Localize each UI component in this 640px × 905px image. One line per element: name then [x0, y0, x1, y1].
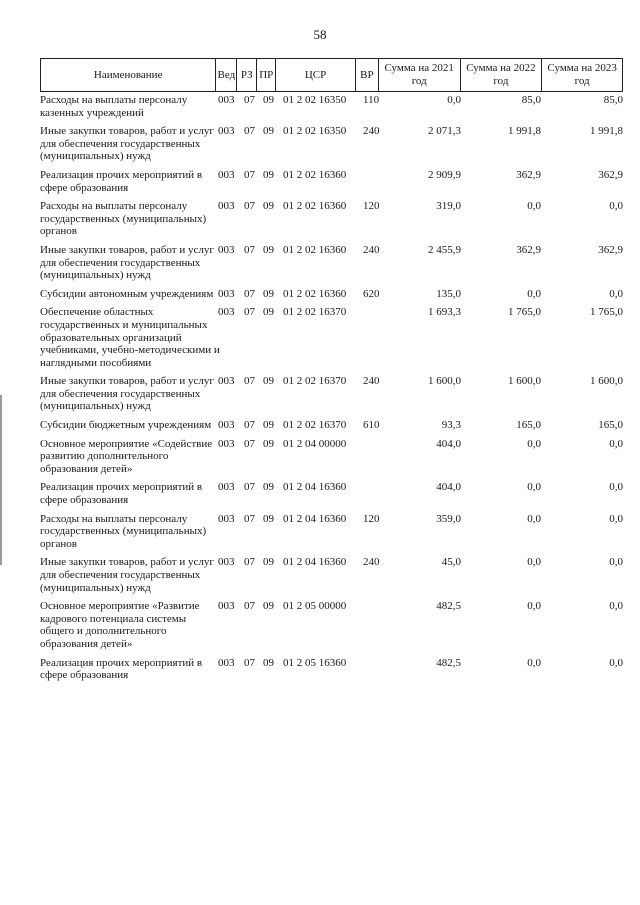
row-name: Реализация прочих мероприятий в сфере образования: [40, 656, 203, 682]
row-name: Основное мероприятие «Содействие развитию дополнительного образования детей»: [40, 437, 213, 475]
header-ved: Вед: [216, 59, 237, 91]
row-ved: 003: [218, 168, 235, 181]
row-csr: 01 2 02 16360: [283, 243, 347, 256]
row-rz: 07: [244, 437, 255, 450]
header-name: Наименование: [41, 59, 216, 91]
row-ved: 003: [218, 306, 235, 319]
table-row: [40, 600, 623, 650]
row-sum-2022: 1 765,0: [508, 306, 541, 319]
row-pr: 09: [263, 287, 274, 300]
row-name: Иные закупки товаров, работ и услуг для обеспечения государственных (муниципальных) нужд: [40, 375, 214, 413]
row-csr: 01 2 04 16360: [283, 556, 347, 569]
table-row: [40, 94, 623, 119]
row-ved: 003: [218, 512, 235, 525]
row-ved: 003: [218, 656, 235, 669]
row-sum-2021: 404,0: [436, 481, 461, 494]
row-pr: 09: [263, 481, 274, 494]
row-sum-2021: 2 455,9: [428, 243, 461, 256]
table-body: [40, 94, 623, 688]
row-pr: 09: [263, 125, 274, 138]
row-pr: 09: [263, 600, 274, 613]
table-row: [40, 169, 623, 194]
row-sum-2022: 362,9: [516, 243, 541, 256]
table-row: [40, 200, 623, 238]
row-ved: 003: [218, 125, 235, 138]
row-sum-2022: 85,0: [521, 94, 541, 106]
row-name: Расходы на выплаты персоналу казенных учреждений: [40, 94, 188, 119]
row-sum-2022: 1 991,8: [508, 125, 541, 138]
row-name: Реализация прочих мероприятий в сфере образования: [40, 481, 203, 507]
row-sum-2023: 0,0: [609, 600, 623, 613]
row-rz: 07: [244, 168, 255, 181]
row-vr: 240: [363, 243, 380, 256]
row-sum-2022: 0,0: [527, 437, 541, 450]
page-number: 58: [313, 27, 327, 42]
row-sum-2022: 0,0: [527, 556, 541, 569]
row-sum-2022: 0,0: [527, 656, 541, 669]
row-vr: 240: [363, 556, 380, 569]
row-sum-2022: 0,0: [527, 600, 541, 613]
row-vr: 610: [363, 419, 380, 432]
row-ved: 003: [218, 287, 235, 300]
row-name: Субсидии автономным учреждениям: [40, 287, 214, 300]
row-sum-2021: 2 909,9: [428, 168, 461, 181]
header-sum-2023: Сумма на 2023 год: [547, 62, 617, 87]
row-rz: 07: [244, 306, 255, 319]
row-ved: 003: [218, 94, 235, 106]
row-sum-2021: 0,0: [447, 94, 461, 106]
header-rz: РЗ: [237, 59, 257, 91]
row-rz: 07: [244, 94, 255, 106]
row-rz: 07: [244, 419, 255, 432]
row-csr: 01 2 04 16360: [283, 512, 347, 525]
row-sum-2023: 1 765,0: [590, 306, 623, 319]
row-sum-2023: 1 600,0: [590, 375, 623, 388]
row-pr: 09: [263, 168, 274, 181]
row-vr: 120: [363, 512, 380, 525]
row-csr: 01 2 05 16360: [283, 656, 347, 669]
row-sum-2023: 165,0: [598, 419, 623, 432]
row-ved: 003: [218, 375, 235, 388]
row-pr: 09: [263, 512, 274, 525]
row-csr: 01 2 02 16350: [283, 94, 347, 106]
row-name: Расходы на выплаты персоналу государственных (муниципальных) органов: [40, 512, 207, 550]
table-row: [40, 438, 623, 476]
row-sum-2023: 362,9: [598, 168, 623, 181]
row-pr: 09: [263, 375, 274, 388]
row-pr: 09: [263, 94, 274, 106]
row-sum-2023: 0,0: [609, 512, 623, 525]
row-sum-2022: 0,0: [527, 512, 541, 525]
header-pr: ПР: [257, 59, 276, 91]
row-sum-2021: 45,0: [441, 556, 461, 569]
row-sum-2023: 0,0: [609, 656, 623, 669]
row-sum-2021: 1 600,0: [428, 375, 461, 388]
row-name: Расходы на выплаты персоналу государственных (муниципальных) органов: [40, 200, 207, 238]
table-row: [40, 419, 623, 432]
row-csr: 01 2 04 00000: [283, 437, 347, 450]
row-csr: 01 2 05 00000: [283, 600, 347, 613]
row-sum-2023: 0,0: [609, 437, 623, 450]
row-vr: 240: [363, 125, 380, 138]
row-sum-2021: 2 071,3: [428, 125, 461, 138]
table-row: [40, 481, 623, 506]
row-csr: 01 2 02 16370: [283, 375, 347, 388]
row-sum-2023: 0,0: [609, 200, 623, 213]
row-sum-2023: 85,0: [603, 94, 623, 106]
row-name: Иные закупки товаров, работ и услуг для обеспечения государственных (муниципальных) нужд: [40, 243, 214, 282]
row-sum-2022: 0,0: [527, 481, 541, 494]
table-row: [40, 556, 623, 594]
table-row: [40, 288, 623, 301]
row-rz: 07: [244, 656, 255, 669]
row-csr: 01 2 02 16360: [283, 287, 347, 300]
row-csr: 01 2 02 16360: [283, 168, 347, 181]
table-row: [40, 244, 623, 282]
row-rz: 07: [244, 375, 255, 388]
row-name: Обеспечение областных государственных и муниципальных образовательных организаций учебниками, учебно-методическими и наглядными пособиями: [40, 306, 220, 369]
row-csr: 01 2 02 16370: [283, 306, 347, 319]
row-sum-2021: 482,5: [436, 656, 461, 669]
row-sum-2023: 0,0: [609, 556, 623, 569]
row-pr: 09: [263, 656, 274, 669]
row-vr: 110: [363, 94, 380, 106]
table-row: [40, 306, 623, 369]
row-ved: 003: [218, 437, 235, 450]
header-csr: ЦСР: [276, 59, 356, 91]
row-ved: 003: [218, 600, 235, 613]
row-pr: 09: [263, 243, 274, 256]
row-vr: 120: [363, 200, 380, 213]
row-sum-2021: 404,0: [436, 437, 461, 450]
row-name: Основное мероприятие «Развитие кадрового потенциала системы общего и дополнительного образования детей»: [40, 600, 200, 650]
row-sum-2021: 319,0: [436, 200, 461, 213]
table-row: [40, 513, 623, 551]
header-vr: ВР: [356, 59, 379, 91]
row-sum-2021: 1 693,3: [428, 306, 461, 319]
header-sum-2021: Сумма на 2021 год: [379, 59, 461, 91]
row-ved: 003: [218, 481, 235, 494]
row-pr: 09: [263, 556, 274, 569]
table-row: [40, 125, 623, 163]
row-sum-2022: 0,0: [527, 287, 541, 300]
row-csr: 01 2 02 16370: [283, 419, 347, 432]
row-rz: 07: [244, 243, 255, 256]
row-ved: 003: [218, 243, 235, 256]
row-rz: 07: [244, 600, 255, 613]
row-pr: 09: [263, 437, 274, 450]
row-name: Иные закупки товаров, работ и услуг для обеспечения государственных (муниципальных) нужд: [40, 125, 214, 163]
row-name: Субсидии бюджетным учреждениям: [40, 419, 212, 432]
row-sum-2023: 0,0: [609, 287, 623, 300]
table-row: [40, 657, 623, 682]
row-sum-2021: 359,0: [436, 512, 461, 525]
row-rz: 07: [244, 125, 255, 138]
row-csr: 01 2 02 16360: [283, 200, 347, 213]
row-sum-2022: 362,9: [516, 168, 541, 181]
row-sum-2023: 1 991,8: [590, 125, 623, 138]
table-row: [40, 375, 623, 413]
row-ved: 003: [218, 200, 235, 213]
row-pr: 09: [263, 200, 274, 213]
row-sum-2021: 93,3: [441, 419, 461, 432]
row-sum-2023: 362,9: [598, 243, 623, 256]
row-sum-2022: 165,0: [516, 419, 541, 432]
row-sum-2021: 482,5: [436, 600, 461, 613]
row-rz: 07: [244, 200, 255, 213]
row-sum-2021: 135,0: [436, 287, 461, 300]
row-ved: 003: [218, 556, 235, 569]
row-name: Иные закупки товаров, работ и услуг для обеспечения государственных (муниципальных) нужд: [40, 556, 214, 594]
row-rz: 07: [244, 512, 255, 525]
row-pr: 09: [263, 306, 274, 319]
row-pr: 09: [263, 419, 274, 432]
row-sum-2022: 1 600,0: [508, 375, 541, 388]
row-rz: 07: [244, 481, 255, 494]
row-csr: 01 2 02 16350: [283, 125, 347, 138]
row-vr: 240: [363, 375, 380, 388]
row-ved: 003: [218, 419, 235, 432]
row-name: Реализация прочих мероприятий в сфере образования: [40, 168, 203, 194]
row-rz: 07: [244, 287, 255, 300]
scan-edge-mark: [0, 395, 2, 565]
row-rz: 07: [244, 556, 255, 569]
row-sum-2023: 0,0: [609, 481, 623, 494]
table-header: [40, 58, 623, 92]
row-csr: 01 2 04 16360: [283, 481, 347, 494]
row-sum-2022: 0,0: [527, 200, 541, 213]
header-sum-2022: Сумма на 2022 год: [461, 59, 543, 91]
row-vr: 620: [363, 287, 380, 300]
